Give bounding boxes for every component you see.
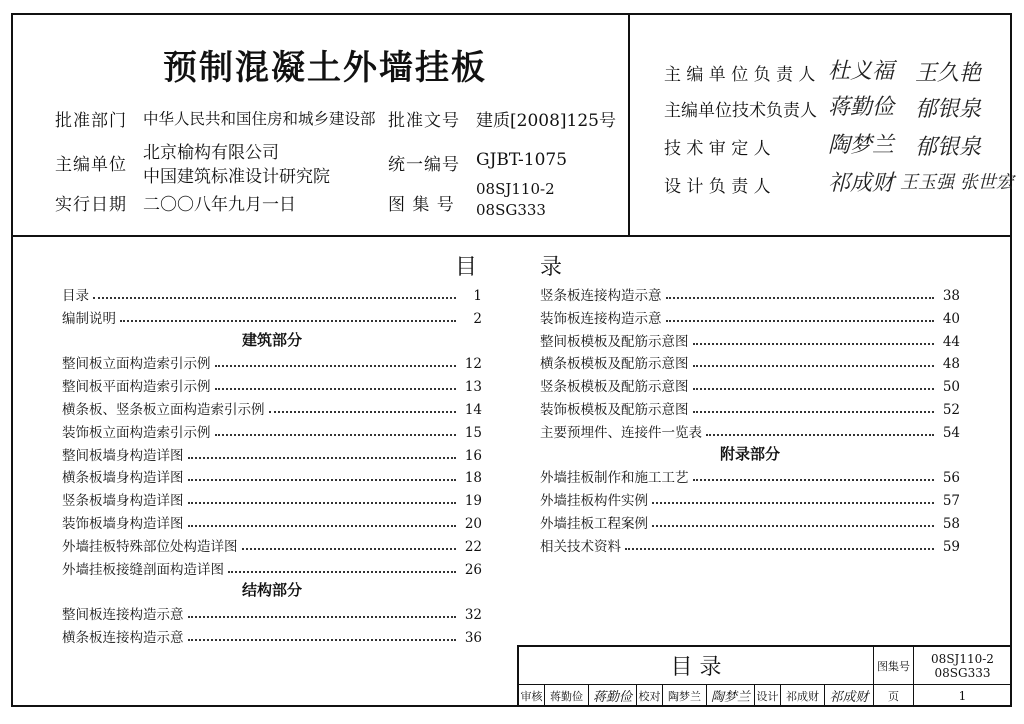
toc-leader-dots: [666, 297, 935, 299]
approval-doc-label: 批准文号: [388, 111, 460, 131]
toc-leader-dots: [215, 388, 457, 390]
toc-leader-dots: [693, 388, 935, 390]
toc-entry[interactable]: [62, 442, 482, 464]
toc-section-heading: 附录部分: [719, 444, 780, 463]
responsible-label-2: 主编单位技术负责人: [664, 101, 817, 121]
toc-entry[interactable]: [540, 396, 960, 418]
toc-entry-page: 1: [473, 288, 482, 304]
toc-leader-dots: [188, 616, 457, 618]
title-block-atlas-line2: 08SG333: [934, 665, 991, 680]
toc-entry[interactable]: [540, 510, 960, 532]
title-block-drawing-name: 目 录: [519, 647, 874, 685]
signature-1b: 王久艳: [915, 61, 982, 86]
signature-3b: 郁银泉: [915, 135, 982, 160]
toc-entry[interactable]: [62, 305, 482, 327]
toc-entry[interactable]: [540, 533, 960, 555]
toc-leader-dots: [625, 548, 934, 550]
responsible-label-4: 设 计 负 责 人: [664, 177, 771, 197]
toc-entry-title: 外墙挂板工程案例: [540, 516, 648, 532]
toc-entry[interactable]: [62, 464, 482, 486]
chief-unit-line1: 北京榆构有限公司: [143, 143, 279, 163]
toc-leader-dots: [693, 365, 935, 367]
toc-leader-dots: [215, 434, 457, 436]
toc-entry-page: 40: [942, 310, 960, 327]
title-block-atlas-no: [914, 647, 1012, 685]
toc-leader-dots: [242, 548, 457, 550]
approval-dept-label: 批准部门: [55, 111, 127, 131]
toc-entry-title: 横条板连接构造示意: [62, 630, 184, 646]
toc-entry-page: 32: [464, 607, 482, 624]
toc-entry-title: 竖条板模板及配筋示意图: [540, 379, 689, 396]
toc-entry[interactable]: [62, 510, 482, 532]
effective-date-value: 二〇〇八年九月一日: [143, 195, 296, 215]
signature-3a: 陶梦兰: [828, 133, 895, 158]
toc-entry[interactable]: [62, 601, 482, 623]
toc-entry-title: 编制说明: [62, 310, 116, 327]
atlas-no-label: 图 集 号: [388, 195, 455, 215]
toc-entry[interactable]: [540, 487, 960, 509]
toc-entry-page: 52: [942, 402, 960, 418]
toc-entry[interactable]: [540, 419, 960, 441]
toc-entry[interactable]: [62, 373, 482, 395]
atlas-no-line2: 08SG333: [476, 201, 546, 219]
toc-leader-dots: [188, 502, 457, 504]
toc-entry-title: 整间板连接构造示意: [62, 607, 184, 624]
toc-entry-title: 横条板模板及配筋示意图: [540, 356, 689, 373]
toc-entry-page: 56: [942, 470, 960, 487]
check-label: 校对: [637, 685, 663, 707]
toc-leader-dots: [666, 320, 935, 322]
toc-entry-page: 26: [464, 561, 482, 578]
unified-no-label: 统一编号: [388, 155, 460, 175]
toc-entry-title: 竖条板墙身构造详图: [62, 493, 184, 510]
signature-1a: 杜义福: [828, 59, 895, 84]
check-signature: 陶梦兰: [707, 685, 755, 707]
title-block-atlas-label: 图集号: [874, 647, 914, 685]
toc-entry-page: 14: [464, 402, 482, 418]
toc-entry[interactable]: [540, 350, 960, 372]
toc-entry[interactable]: [62, 556, 482, 578]
review-label: 审核: [519, 685, 545, 707]
approval-doc-value: 建质[2008]125号: [476, 111, 616, 131]
toc-entry-title: 装饰板模板及配筋示意图: [540, 402, 689, 418]
page-value: 1: [914, 685, 1012, 707]
toc-leader-dots: [693, 479, 935, 481]
design-name: 祁成财: [781, 685, 825, 707]
toc-entry-page: 54: [942, 424, 960, 441]
toc-entry-title: 外墙挂板制作和施工工艺: [540, 470, 689, 487]
toc-entry-title: 外墙挂板特殊部位处构造详图: [62, 538, 238, 555]
toc-entry-page: 44: [942, 333, 960, 350]
toc-leader-dots: [693, 411, 935, 413]
toc-entry[interactable]: [62, 624, 482, 646]
toc-entry-page: 13: [464, 379, 482, 396]
design-signature: 祁成财: [825, 685, 874, 707]
toc-leader-dots: [215, 365, 457, 367]
toc-leader-dots: [652, 502, 934, 504]
toc-entry-page: 57: [942, 493, 960, 510]
toc-title-right: 录: [540, 255, 563, 280]
toc-leader-dots: [188, 457, 457, 459]
review-signature: 蒋勤俭: [589, 685, 637, 707]
toc-entry-title: 装饰板立面构造索引示例: [62, 424, 211, 441]
toc-entry[interactable]: [62, 487, 482, 509]
header-bottom-rule: [11, 235, 1012, 237]
signature-2a: 蒋勤俭: [828, 95, 895, 120]
signature-2b: 郁银泉: [915, 97, 982, 122]
page-label: 页: [874, 685, 914, 707]
chief-unit-line2: 中国建筑标准设计研究院: [143, 167, 330, 187]
toc-entry[interactable]: [62, 350, 482, 372]
toc-entry[interactable]: [540, 282, 960, 304]
toc-entry-title: 竖条板连接构造示意: [540, 288, 662, 304]
toc-entry-title: 装饰板连接构造示意: [540, 310, 662, 327]
toc-leader-dots: [120, 320, 456, 322]
toc-entry-title: 主要预埋件、连接件一览表: [540, 424, 702, 441]
toc-entry-title: 横条板、竖条板立面构造索引示例: [62, 402, 265, 418]
effective-date-label: 实行日期: [55, 195, 127, 215]
toc-leader-dots: [269, 411, 457, 413]
atlas-title: 预制混凝土外墙挂板: [163, 48, 487, 88]
toc-entry-title: 相关技术资料: [540, 538, 621, 555]
toc-entry-title: 外墙挂板构件实例: [540, 493, 648, 510]
check-name: 陶梦兰: [663, 685, 707, 707]
toc-entry-page: 59: [942, 538, 960, 555]
toc-entry-page: 20: [464, 516, 482, 532]
toc-entry-title: 整间板墙身构造详图: [62, 447, 184, 464]
toc-leader-dots: [652, 525, 934, 527]
toc-entry-page: 58: [942, 516, 960, 532]
toc-entry-page: 48: [942, 356, 960, 373]
design-label: 设计: [755, 685, 781, 707]
review-name: 蒋勤俭: [545, 685, 589, 707]
toc-leader-dots: [188, 525, 457, 527]
toc-entry-page: 16: [464, 447, 482, 464]
toc-entry-page: 50: [942, 379, 960, 396]
toc-entry-page: 19: [464, 493, 482, 510]
toc-entry[interactable]: [62, 282, 482, 304]
toc-entry[interactable]: [540, 305, 960, 327]
toc-leader-dots: [228, 571, 456, 573]
toc-entry-title: 整间板立面构造索引示例: [62, 356, 211, 373]
toc-entry-title: 整间板模板及配筋示意图: [540, 333, 689, 350]
toc-entry-title: 横条板墙身构造详图: [62, 470, 184, 487]
toc-entry[interactable]: [540, 464, 960, 486]
toc-entry-title: 目录: [62, 288, 89, 304]
toc-entry-title: 整间板平面构造索引示例: [62, 379, 211, 396]
toc-entry-page: 38: [942, 288, 960, 304]
toc-entry-page: 18: [464, 470, 482, 487]
unified-no-value: GJBT-1075: [476, 150, 568, 170]
toc-leader-dots: [93, 297, 456, 299]
toc-section-heading: 建筑部分: [241, 330, 302, 349]
toc-entry[interactable]: [540, 328, 960, 350]
toc-entry-page: 2: [473, 310, 482, 327]
toc-entry-page: 12: [464, 356, 482, 373]
title-block-atlas-line1: 08SJ110-2: [931, 651, 994, 666]
toc-title-left: 目: [455, 255, 478, 280]
toc-entry[interactable]: [540, 373, 960, 395]
responsible-label-3: 技 术 审 定 人: [664, 139, 771, 159]
atlas-no-line1: 08SJ110-2: [476, 180, 555, 198]
toc-entry-title: 装饰板墙身构造详图: [62, 516, 184, 532]
header-divider: [628, 13, 630, 235]
toc-section-heading: 结构部分: [241, 581, 302, 600]
signature-4a: 祁成财: [828, 171, 895, 196]
toc-leader-dots: [188, 479, 457, 481]
title-block: [517, 645, 1012, 707]
toc-entry-title: 外墙挂板接缝剖面构造详图: [62, 561, 224, 578]
signature-4b: 王玉强 张世宏: [900, 172, 1014, 193]
approval-dept-value: 中华人民共和国住房和城乡建设部: [143, 110, 376, 128]
toc-entry[interactable]: [62, 533, 482, 555]
toc-entry[interactable]: [62, 396, 482, 418]
toc-leader-dots: [188, 639, 457, 641]
toc-entry[interactable]: [62, 419, 482, 441]
toc-entry-page: 15: [464, 424, 482, 441]
toc-leader-dots: [706, 434, 934, 436]
chief-unit-label: 主编单位: [55, 155, 127, 175]
responsible-label-1: 主 编 单 位 负 责 人: [664, 65, 816, 85]
toc-entry-page: 36: [464, 630, 482, 646]
toc-entry-page: 22: [464, 538, 482, 555]
toc-leader-dots: [693, 343, 935, 345]
